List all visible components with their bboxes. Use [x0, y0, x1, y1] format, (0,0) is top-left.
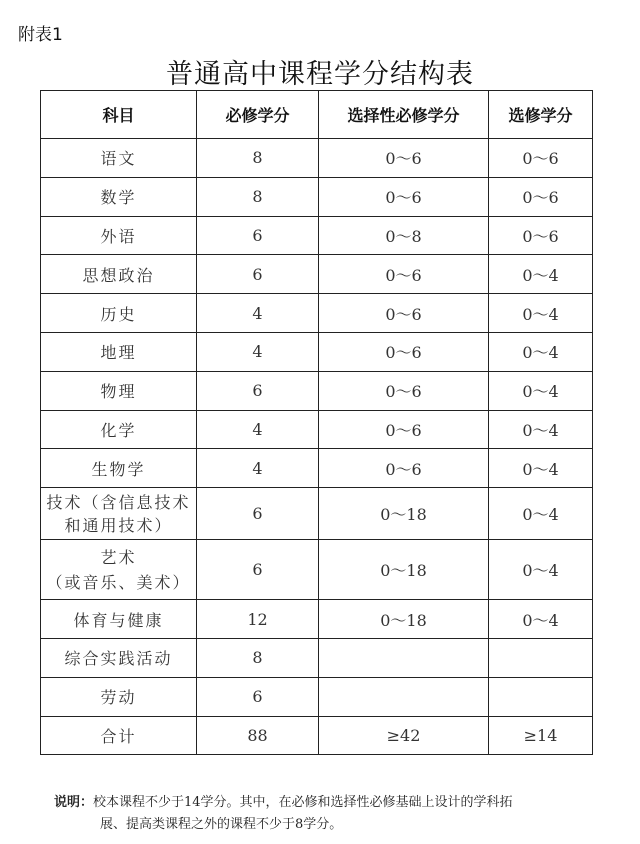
- page-title: 普通高中课程学分结构表: [166, 59, 474, 90]
- cell-elective-required: 0～6: [319, 177, 489, 216]
- cell-required: 4: [197, 294, 319, 333]
- cell-subject: 物理: [41, 371, 197, 410]
- table-row: [41, 677, 593, 716]
- table-row: [41, 332, 593, 371]
- cell-required: 6: [197, 540, 319, 600]
- cell-required: 8: [197, 139, 319, 178]
- cell-subject: [41, 488, 197, 540]
- cell-elective: 0～4: [489, 332, 593, 371]
- cell-required: 8: [197, 638, 319, 677]
- cell-elective: 0～4: [489, 294, 593, 333]
- cell-elective: 0～4: [489, 449, 593, 488]
- cell-elective: [489, 677, 593, 716]
- cell-subject: [41, 540, 197, 600]
- cell-elective-required: ≥42: [319, 716, 489, 755]
- subject-line-2: 和通用技术）: [64, 515, 173, 535]
- header-subject: 科目: [41, 91, 197, 139]
- cell-elective: 0～4: [489, 488, 593, 540]
- cell-elective-required: 0～6: [319, 410, 489, 449]
- cell-elective-required: [319, 677, 489, 716]
- table-row: [41, 255, 593, 294]
- cell-required: 6: [197, 255, 319, 294]
- cell-elective-required: 0～18: [319, 540, 489, 600]
- footnote: [54, 792, 624, 836]
- cell-elective: 0～4: [489, 255, 593, 294]
- cell-required: 4: [197, 410, 319, 449]
- cell-subject: 历史: [41, 294, 197, 333]
- table-row: [41, 449, 593, 488]
- cell-required: 6: [197, 488, 319, 540]
- cell-elective-required: 0～6: [319, 449, 489, 488]
- cell-required: 4: [197, 449, 319, 488]
- cell-required: 12: [197, 600, 319, 639]
- footnote-line-2: 展、提高类课程之外的课程不少于8学分。: [100, 817, 343, 832]
- cell-elective-required: 0～6: [319, 332, 489, 371]
- cell-elective: 0～4: [489, 600, 593, 639]
- cell-subject: 数学: [41, 177, 197, 216]
- cell-elective: 0～4: [489, 410, 593, 449]
- cell-subject: 语文: [41, 139, 197, 178]
- cell-subject: 思想政治: [41, 255, 197, 294]
- cell-elective-required: [319, 638, 489, 677]
- footnote-label: 说明：: [54, 795, 94, 810]
- cell-subject: 外语: [41, 216, 197, 255]
- cell-elective-required: 0～18: [319, 488, 489, 540]
- cell-required: 6: [197, 371, 319, 410]
- subject-line-2: （或音乐、美术）: [46, 572, 191, 592]
- header-required-credits: 必修学分: [197, 91, 319, 139]
- cell-elective-required: 0～18: [319, 600, 489, 639]
- cell-required: 4: [197, 332, 319, 371]
- cell-required: 6: [197, 216, 319, 255]
- cell-subject: 生物学: [41, 449, 197, 488]
- cell-subject: 综合实践活动: [41, 638, 197, 677]
- cell-subject: 化学: [41, 410, 197, 449]
- cell-subject: 地理: [41, 332, 197, 371]
- table-row: [41, 638, 593, 677]
- table-row: [41, 294, 593, 333]
- credit-structure-table: [40, 90, 593, 755]
- cell-elective: 0～6: [489, 216, 593, 255]
- cell-elective: 0～4: [489, 371, 593, 410]
- cell-elective: 0～6: [489, 177, 593, 216]
- table-row: [41, 540, 593, 600]
- cell-subject: 体育与健康: [41, 600, 197, 639]
- cell-elective: 0～6: [489, 139, 593, 178]
- cell-elective: ≥14: [489, 716, 593, 755]
- cell-elective: 0～4: [489, 540, 593, 600]
- cell-elective-required: 0～6: [319, 294, 489, 333]
- table-row: [41, 139, 593, 178]
- appendix-label: 附表1: [18, 25, 63, 45]
- cell-elective-required: 0～6: [319, 139, 489, 178]
- table-header-row: [41, 91, 593, 139]
- cell-subject: 合计: [41, 716, 197, 755]
- table-total-row: [41, 716, 593, 755]
- header-elective-credits: 选修学分: [489, 91, 593, 139]
- cell-subject: 劳动: [41, 677, 197, 716]
- subject-line-1: 技术（含信息技术: [46, 492, 191, 512]
- cell-elective-required: 0～6: [319, 371, 489, 410]
- table-row: [41, 410, 593, 449]
- cell-elective-required: 0～6: [319, 255, 489, 294]
- cell-elective: [489, 638, 593, 677]
- subject-line-1: 艺术: [100, 547, 137, 567]
- table-row: [41, 216, 593, 255]
- table-row: [41, 488, 593, 540]
- table-row: [41, 600, 593, 639]
- cell-required: 6: [197, 677, 319, 716]
- header-elective-required-credits: 选择性必修学分: [319, 91, 489, 139]
- footnote-line-1: 校本课程不少于14学分。其中，在必修和选择性必修基础上设计的学科拓: [93, 795, 513, 810]
- cell-required: 88: [197, 716, 319, 755]
- cell-required: 8: [197, 177, 319, 216]
- table-row: [41, 177, 593, 216]
- cell-elective-required: 0～8: [319, 216, 489, 255]
- table-row: [41, 371, 593, 410]
